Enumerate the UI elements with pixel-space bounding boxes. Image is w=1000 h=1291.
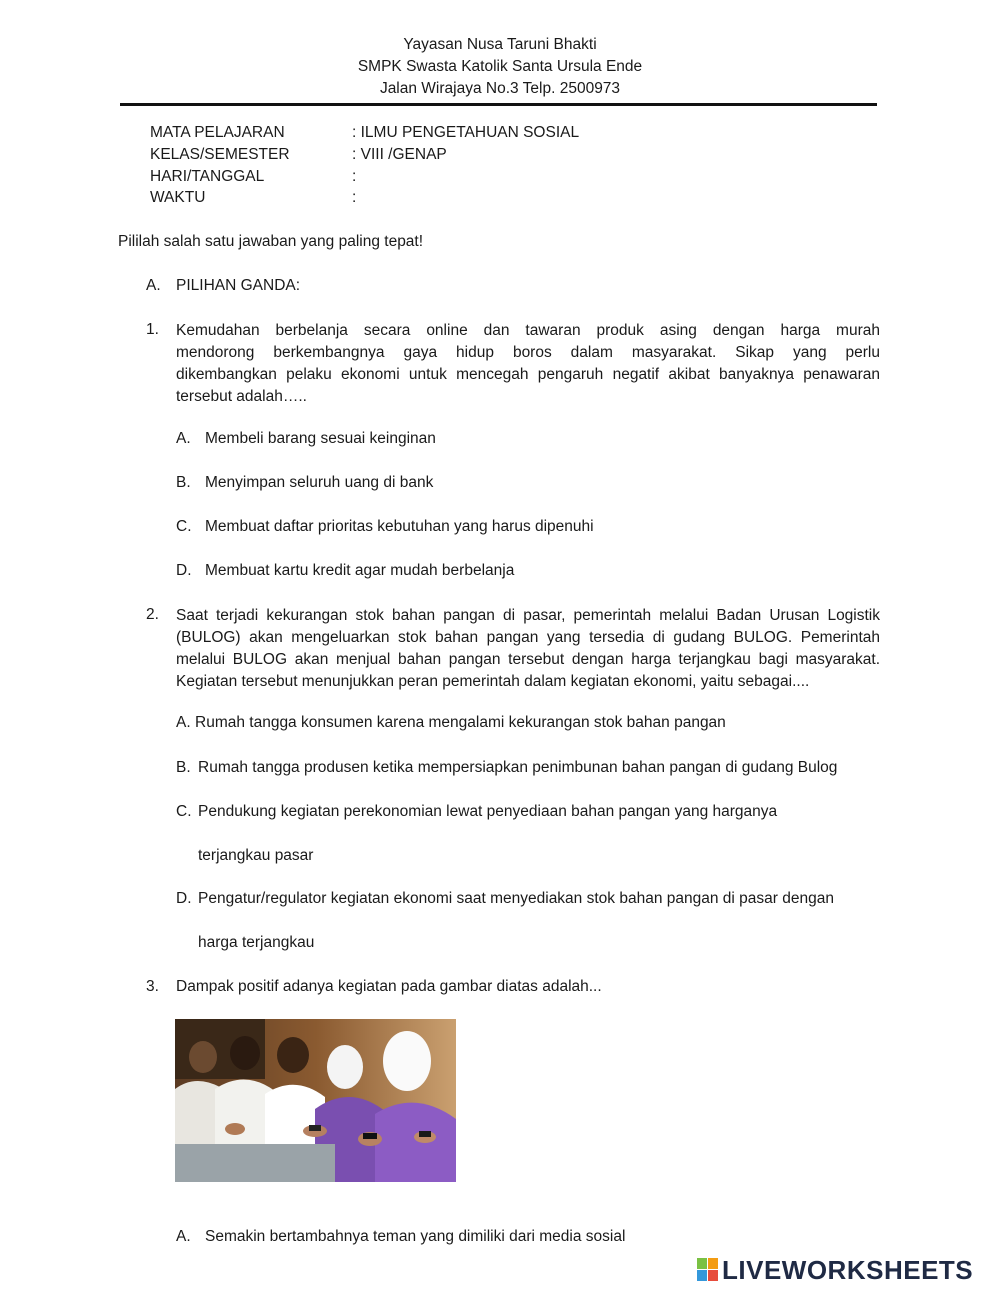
q2-option-c-letter: C. — [176, 803, 192, 820]
q1-option-b[interactable]: Menyimpan seluruh uang di bank — [205, 474, 434, 491]
info-value-class: : VIII /GENAP — [352, 146, 447, 163]
section-letter: A. — [146, 277, 161, 294]
question-1-line-3: dikembangkan pelaku ekonomi untuk mencegah pengaruh negatif akibat banyaknya penawaran — [176, 366, 880, 383]
q2-option-a[interactable]: Rumah tangga konsumen karena mengalami kekurangan stok bahan pangan — [195, 714, 726, 731]
question-1-line-1: Kemudahan berbelanja secara online dan tawaran produk asing dengan harga murah — [176, 322, 880, 339]
q3-option-a[interactable]: Semakin bertambahnya teman yang dimiliki dari media sosial — [205, 1228, 626, 1245]
q1-option-b-letter: B. — [176, 474, 191, 491]
liveworksheets-wordmark: LIVEWORKSHEETS — [722, 1254, 974, 1285]
q2-option-d-continued: harga terjangkau — [198, 934, 315, 951]
students-phones-photo — [175, 1019, 456, 1182]
question-2-text — [176, 605, 880, 693]
question-2-line-1: Saat terjadi kekurangan stok bahan pangan di pasar, pemerintah melalui Badan Urusan Logistik — [176, 607, 880, 624]
q3-option-a-letter: A. — [176, 1228, 191, 1245]
q1-option-c[interactable]: Membuat daftar prioritas kebutuhan yang harus dipenuhi — [205, 518, 594, 535]
question-2-number: 2. — [146, 606, 159, 623]
question-2-line-2: (BULOG) akan mengeluarkan stok bahan pangan yang tersedia di gudang BULOG. Pemerintah — [176, 629, 880, 646]
info-value-time: : — [352, 189, 357, 206]
q1-option-a-letter: A. — [176, 430, 191, 447]
q2-option-b[interactable]: Rumah tangga produsen ketika mempersiapkan penimbunan bahan pangan di gudang Bulog — [198, 759, 838, 776]
q2-option-c-continued: terjangkau pasar — [198, 847, 314, 864]
school-name: SMPK Swasta Katolik Santa Ursula Ende — [357, 58, 643, 75]
q1-option-c-letter: C. — [176, 518, 192, 535]
instruction: Pililah salah satu jawaban yang paling tepat! — [118, 233, 424, 250]
liveworksheets-badge-icon — [697, 1258, 719, 1282]
liveworksheets-logo — [697, 1256, 973, 1284]
q1-option-d[interactable]: Membuat kartu kredit agar mudah berbelanja — [205, 562, 515, 579]
q1-option-a[interactable]: Membeli barang sesuai keinginan — [205, 430, 436, 447]
q1-option-d-letter: D. — [176, 562, 192, 579]
info-label-time: WAKTU — [150, 189, 206, 206]
info-value-subject: : ILMU PENGETAHUAN SOSIAL — [352, 124, 580, 141]
q2-option-c[interactable]: Pendukung kegiatan perekonomian lewat penyediaan bahan pangan yang harganya — [198, 803, 778, 820]
header-rule — [120, 103, 877, 106]
info-label-date: HARI/TANGGAL — [150, 168, 265, 185]
question-3-text: Dampak positif adanya kegiatan pada gambar diatas adalah... — [176, 978, 602, 995]
question-3-number: 3. — [146, 978, 159, 995]
question-2-line-3: melalui BULOG akan menjual bahan pangan tersebut dengan harga terjangkau bagi masyarakat. — [176, 651, 880, 668]
question-1-line-2: mendorong berkembangnya gaya hidup boros dalam masyarakat. Sikap yang perlu — [176, 344, 880, 361]
question-1-line-4: tersebut adalah….. — [176, 388, 307, 405]
school-address: Jalan Wirajaya No.3 Telp. 2500973 — [379, 80, 621, 97]
q2-option-a-letter: A. — [176, 714, 191, 731]
section-title: PILIHAN GANDA: — [176, 277, 301, 294]
school-foundation: Yayasan Nusa Taruni Bhakti — [403, 36, 597, 53]
q2-option-d[interactable]: Pengatur/regulator kegiatan ekonomi saat menyediakan stok bahan pangan di pasar dengan — [198, 890, 834, 907]
q2-option-b-letter: B. — [176, 759, 191, 776]
q2-option-d-letter: D. — [176, 890, 192, 907]
question-1-number: 1. — [146, 321, 159, 338]
info-value-date: : — [352, 168, 357, 185]
info-label-class: KELAS/SEMESTER — [150, 146, 290, 163]
question-1-text — [176, 320, 880, 408]
question-2-line-4: Kegiatan tersebut menunjukkan peran pemerintah dalam kegiatan ekonomi, yaitu sebagai.... — [176, 673, 810, 690]
info-label-subject: MATA PELAJARAN — [150, 124, 285, 141]
